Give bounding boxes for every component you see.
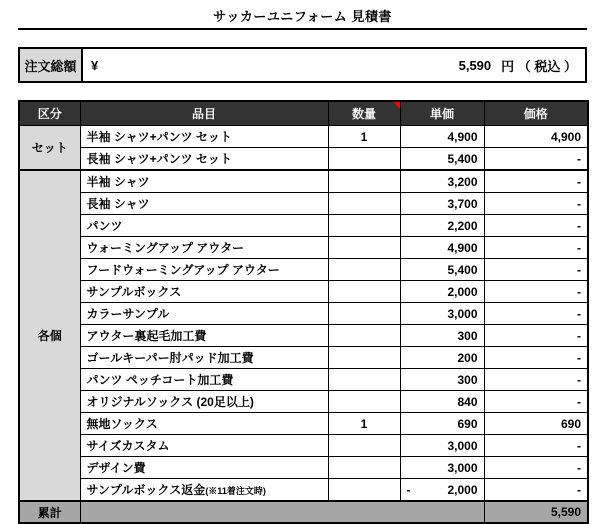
item-cell[interactable] [80, 148, 328, 171]
qty-cell[interactable] [328, 325, 400, 347]
qty-cell[interactable] [328, 435, 400, 457]
price-cell: 4,900 [484, 126, 588, 148]
price-cell: - [484, 391, 588, 413]
qty-cell[interactable] [328, 391, 400, 413]
table-row [19, 237, 588, 259]
unit-price-cell[interactable] [400, 259, 484, 281]
category-cell: セット [19, 126, 80, 171]
header-category: 区分 [19, 101, 80, 126]
unit-price-cell[interactable] [400, 281, 484, 303]
price-cell: - [484, 215, 588, 237]
unit-price-value: 2,000 [447, 482, 478, 497]
unit-price-value: 300 [457, 328, 478, 343]
table-header-row [19, 101, 588, 126]
table-row [19, 170, 588, 193]
order-total-box [18, 47, 587, 83]
table-row [19, 347, 588, 369]
item-label: サンプルボックス返金 [86, 483, 206, 497]
price-cell: - [484, 193, 588, 215]
order-total-suffix: 円 （ 税込 ） [501, 58, 577, 74]
price-cell: - [484, 479, 588, 502]
item-cell[interactable] [80, 215, 328, 237]
header-price: 価格 [484, 101, 588, 126]
qty-cell[interactable] [328, 479, 400, 502]
item-label: デザイン費 [86, 461, 146, 475]
item-cell[interactable] [80, 325, 328, 347]
price-cell: - [484, 237, 588, 259]
qty-cell[interactable] [328, 170, 400, 193]
unit-price-value: 840 [457, 394, 478, 409]
table-row [19, 303, 588, 325]
price-cell: - [484, 347, 588, 369]
price-cell: - [484, 303, 588, 325]
qty-cell[interactable] [328, 303, 400, 325]
item-cell[interactable] [80, 193, 328, 215]
qty-cell[interactable] [328, 148, 400, 171]
item-cell[interactable] [80, 413, 328, 435]
page-title: サッカーユニフォーム 見積書 [213, 9, 392, 24]
item-label: カラーサンプル [86, 307, 170, 321]
unit-price-value: 3,000 [447, 438, 478, 453]
unit-price-value: 4,900 [447, 129, 478, 144]
qty-cell[interactable] [328, 347, 400, 369]
unit-price-cell[interactable] [400, 215, 484, 237]
qty-cell[interactable] [328, 237, 400, 259]
order-total-amount: 5,590 [458, 57, 492, 73]
unit-price-value: 300 [457, 372, 478, 387]
item-label: サンプルボックス [86, 285, 182, 299]
unit-price-cell[interactable] [400, 347, 484, 369]
qty-cell[interactable]: 1 [328, 413, 400, 435]
quote-table [18, 100, 589, 524]
item-cell[interactable] [80, 457, 328, 479]
item-label: 半袖 シャツ+パンツ セット [86, 130, 232, 144]
price-cell: - [484, 369, 588, 391]
table-row [19, 215, 588, 237]
qty-cell[interactable] [328, 457, 400, 479]
item-label: 長袖 シャツ [86, 197, 150, 211]
unit-price-value: 3,200 [447, 174, 478, 189]
item-cell[interactable] [80, 281, 328, 303]
item-cell[interactable] [80, 369, 328, 391]
item-cell[interactable] [80, 435, 328, 457]
price-cell: - [484, 148, 588, 171]
unit-price-value: 4,900 [447, 240, 478, 255]
unit-price-cell[interactable] [400, 479, 484, 502]
price-cell: - [484, 457, 588, 479]
header-qty: 数量 [328, 101, 400, 126]
order-total-value-cell[interactable] [82, 48, 586, 82]
table-row [19, 413, 588, 435]
item-label: アウター裏起毛加工費 [86, 329, 207, 343]
unit-price-cell[interactable] [400, 170, 484, 193]
unit-price-value: 200 [457, 350, 478, 365]
table-row [19, 435, 588, 457]
price-cell: - [484, 325, 588, 347]
price-cell: - [484, 435, 588, 457]
item-cell[interactable] [80, 479, 328, 502]
table-row [19, 457, 588, 479]
unit-price-value: 690 [457, 416, 478, 431]
item-cell[interactable] [80, 237, 328, 259]
price-cell: 690 [484, 413, 588, 435]
header-unit-price: 単価 [400, 101, 484, 126]
item-label: 長袖 シャツ+パンツ セット [86, 152, 232, 166]
table-row [19, 193, 588, 215]
qty-cell[interactable] [328, 369, 400, 391]
footer-total: 5,590 [484, 501, 588, 523]
table-row [19, 369, 588, 391]
qty-cell[interactable] [328, 215, 400, 237]
footer-label: 累計 [19, 501, 80, 523]
item-note: (※11着注文時) [205, 486, 266, 496]
title-underline [18, 28, 587, 30]
unit-price-value: 5,400 [447, 151, 478, 166]
item-cell[interactable] [80, 347, 328, 369]
unit-price-cell[interactable] [400, 457, 484, 479]
unit-price-value: 2,200 [447, 218, 478, 233]
table-row [19, 479, 588, 502]
unit-price-value: 3,700 [447, 196, 478, 211]
unit-price-cell[interactable] [400, 391, 484, 413]
order-total-label: 注文総額 [19, 48, 82, 82]
item-label: ウォーミングアップ アウター [86, 241, 245, 255]
item-label: 無地ソックス [86, 417, 158, 431]
unit-price-cell[interactable] [400, 435, 484, 457]
unit-price-value: 5,400 [447, 262, 478, 277]
unit-price-cell[interactable] [400, 148, 484, 171]
unit-price-value: 2,000 [447, 284, 478, 299]
comment-indicator-icon [393, 102, 400, 109]
item-label: サイズカスタム [86, 439, 170, 453]
price-cell: - [484, 170, 588, 193]
item-label: パンツ [86, 219, 123, 233]
unit-price-cell[interactable] [400, 303, 484, 325]
item-label: パンツ ペッチコート加工費 [86, 373, 234, 387]
header-item: 品目 [80, 101, 328, 126]
unit-price-minus-sign: - [406, 482, 411, 497]
unit-price-cell[interactable] [400, 325, 484, 347]
item-label: 半袖 シャツ [86, 175, 150, 189]
item-label: ゴールキーパー肘パッド加工費 [86, 351, 254, 365]
price-cell: - [484, 281, 588, 303]
qty-cell[interactable] [328, 259, 400, 281]
qty-cell[interactable]: 1 [328, 126, 400, 148]
table-row [19, 259, 588, 281]
unit-price-cell[interactable] [400, 193, 484, 215]
item-cell[interactable] [80, 303, 328, 325]
table-row [19, 126, 588, 148]
currency-symbol: ¥ [91, 57, 99, 73]
item-cell[interactable] [80, 391, 328, 413]
table-row [19, 148, 588, 171]
unit-price-value: 3,000 [447, 460, 478, 475]
table-row [19, 325, 588, 347]
unit-price-cell[interactable] [400, 413, 484, 435]
unit-price-cell[interactable] [400, 237, 484, 259]
category-cell: 各個 [19, 170, 80, 501]
qty-cell[interactable] [328, 193, 400, 215]
item-cell[interactable] [80, 259, 328, 281]
price-cell: - [484, 259, 588, 281]
unit-price-value: 3,000 [447, 306, 478, 321]
item-cell[interactable] [80, 170, 328, 193]
table-row [19, 391, 588, 413]
table-row [19, 281, 588, 303]
item-cell[interactable] [80, 126, 328, 148]
item-label: オリジナルソックス (20足以上) [86, 395, 254, 409]
item-label: フードウォーミングアップ アウター [86, 263, 280, 277]
qty-cell[interactable] [328, 281, 400, 303]
unit-price-cell[interactable] [400, 369, 484, 391]
unit-price-cell[interactable] [400, 126, 484, 148]
